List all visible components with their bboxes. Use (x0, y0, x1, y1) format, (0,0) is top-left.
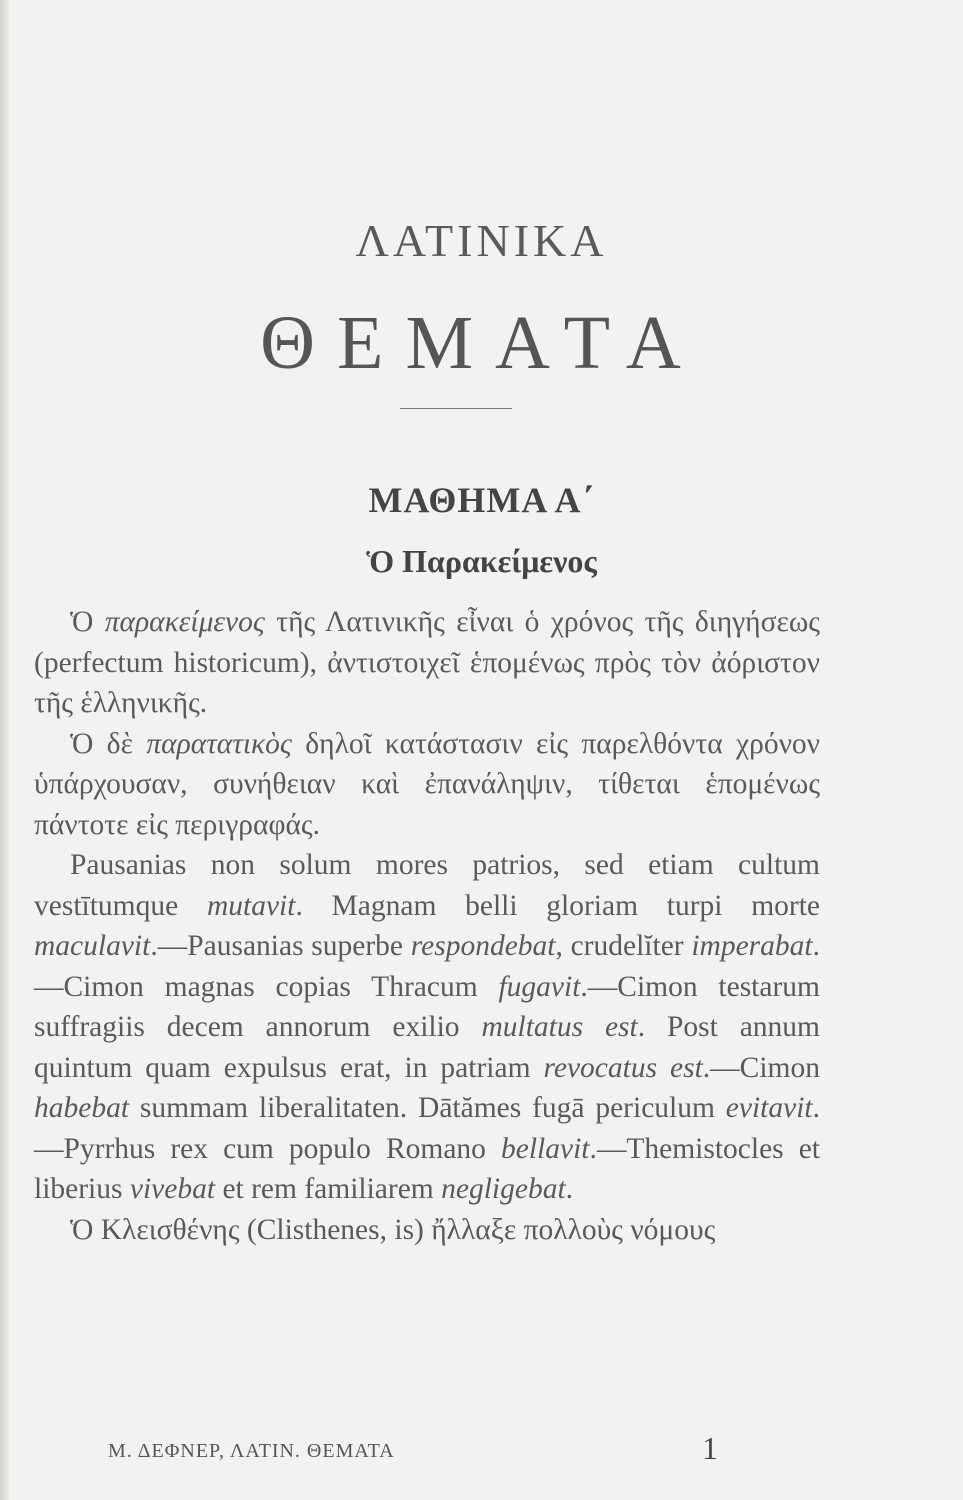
lesson-subheading: Ὁ Παρακείμενος (366, 543, 597, 579)
latin-verb-italic: respondebat (410, 930, 556, 962)
latin-verb-italic: multatus est (481, 1011, 638, 1043)
latin-verb-italic: imperabat (691, 930, 813, 962)
latin-verb-italic: vivebat (129, 1173, 216, 1205)
paragraph-imperfect: Ὁ δὲ παρατατικὸς δηλοῖ κατάστασιν εἰς παρελθόντα χρόνον ὑπάρχουσαν, συνήθειαν καὶ ἐπανάληψιν, τίθεται ἑπομένως πάντοτε εἰς περιγραφάς. (34, 727, 820, 841)
latin-verb-italic: negligebat (441, 1173, 566, 1205)
running-footer: Μ. ΔΕΦΝΕΡ, ΛΑΤΙΝ. ΘΕΜΑΤΑ (108, 1440, 395, 1462)
paragraph-clisthenes: Ὁ Κλεισθένης (Clisthenes, is) ἤλλαξε πολλοὺς νόμους (70, 1213, 716, 1246)
page-number: 1 (702, 1430, 718, 1466)
latin-text-segment: . Magnam belli gloriam turpi morte (295, 889, 821, 922)
latin-text-segment: .—Cimon testarum suffragiis decem annorum exilio (34, 970, 820, 1043)
title-latinika: ΛΑΤΙΝΙΚΑ (355, 215, 608, 266)
latin-text-segment: et rem familiarem (215, 1173, 442, 1205)
latin-text-segment: .—Pausanias superbe (150, 930, 411, 962)
latin-text-segment: . (565, 1173, 574, 1205)
latin-text-segment: summam liberalitaten. Dātămes fugā periculum (129, 1092, 726, 1124)
latin-text-segment: .—Cimon magnas copias Thracum (34, 930, 820, 1003)
latin-verb-italic: maculavit (34, 930, 151, 962)
paragraph-latin-examples (34, 845, 820, 1210)
latin-text-segment: .—Cimon (702, 1051, 820, 1084)
latin-text-segment: . Post annum quintum quam expulsus erat, in patriam (34, 1011, 820, 1084)
title-themata: ΘΕΜΑΤΑ (260, 301, 703, 385)
latin-verb-italic: evitavit (725, 1092, 813, 1124)
lesson-heading: ΜΑΘΗΜΑ Α΄ (368, 480, 595, 520)
latin-verb-italic: fugavit (498, 970, 581, 1003)
title-divider (400, 408, 512, 409)
latin-text-segment: .—Pyrrhus rex cum populo Romano (34, 1092, 820, 1165)
latin-verb-italic: bellavit (500, 1132, 590, 1165)
latin-text-segment: Pausanias non solum mores patrios, sed etiam cultum vestītumque (34, 849, 820, 922)
latin-verb-italic: revocatus est (543, 1051, 703, 1084)
body-text (34, 602, 820, 1250)
term-parakeimenos: παρακείμενος (104, 606, 265, 638)
paragraph-perfect: Ὁ παρακείμενος τῆς Λατινικῆς εἶναι ὁ χρόνος τῆς διηγήσεως (perfectum historicum), ἀντιστοιχεῖ ἑπομένως πρὸς τὸν ἀόριστον τῆς ἑλληνικῆς. (34, 606, 820, 719)
latin-text-segment: .—Themistocles et liberius (34, 1132, 820, 1205)
latin-text-segment: , crudelĭter (555, 930, 692, 962)
term-paratatikos: παρατατικὸς (146, 727, 292, 760)
latin-verb-italic: mutavit (206, 889, 296, 922)
latin-verb-italic: habebat (34, 1092, 130, 1124)
